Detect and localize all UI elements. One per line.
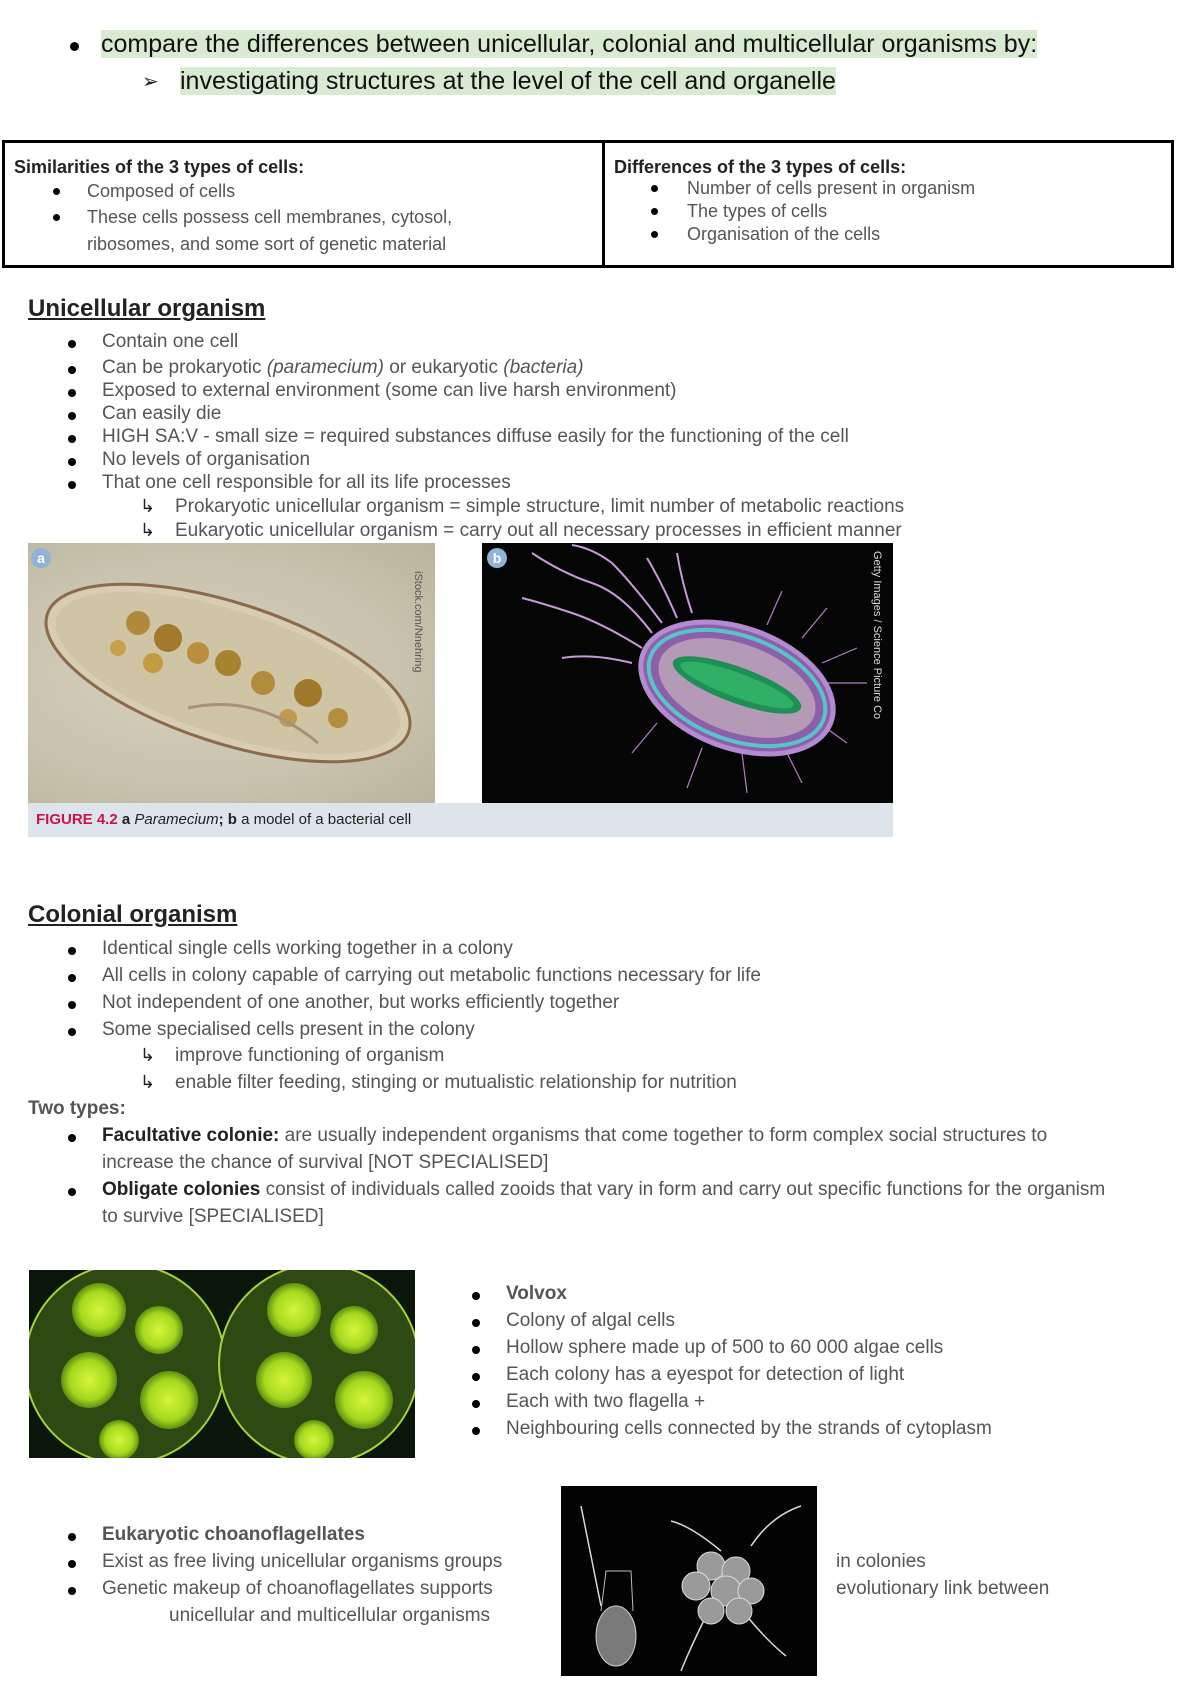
unicellular-item: No levels of organisation [102,449,311,470]
choano-item-right: evolutionary link between [836,1578,1050,1599]
volvox-item: Each with two flagella + [506,1391,706,1412]
bullet-icon [68,1587,76,1595]
bullet-icon [472,1427,480,1435]
similarity-item: These cells possess cell membranes, cytosol, [87,207,453,227]
similarities-heading: Similarities of the 3 types of cells: [14,157,305,177]
bullet-icon [68,1028,76,1036]
bullet-icon [472,1346,480,1354]
facultative-item-cont: increase the chance of survival [NOT SPECIALISED] [102,1152,549,1173]
choano-item: Genetic makeup of choanoflagellates supports [102,1578,493,1599]
objective-sub: investigating structures at the level of the cell and organelle [180,67,836,95]
bullet-icon [68,974,76,982]
bullet-icon [472,1292,480,1300]
paramecium-illustration [28,543,435,803]
figure-label-a: a [31,548,51,568]
bullet-icon [68,1001,76,1009]
obligate-item: Obligate colonies consist of individuals called zooids that vary in form and carry out specific functions for the organism [102,1179,1106,1200]
bullet-icon [472,1319,480,1327]
unicellular-item: Can be prokaryotic (paramecium) or eukaryotic (bacteria) [102,357,584,378]
bullet-icon [53,188,60,195]
obligate-item-cont: to survive [SPECIALISED] [102,1206,324,1227]
bullet-icon [651,231,658,238]
colonial-item: Some specialised cells present in the colony [102,1019,475,1040]
figure-label-b: b [487,548,507,568]
bullet-icon [70,42,79,51]
unicellular-subitem: Prokaryotic unicellular organism = simple structure, limit number of metabolic reactions [175,496,905,517]
bullet-icon [651,185,658,192]
difference-item: The types of cells [687,201,828,221]
comparison-table [2,140,1174,268]
bacteria-illustration [482,543,893,803]
choano-item: Exist as free living unicellular organisms groups [102,1551,503,1572]
difference-item: Organisation of the cells [687,224,881,244]
unicellular-item: Exposed to external environment (some can live harsh environment) [102,380,677,401]
figure-caption: FIGURE 4.2 a Paramecium; b a model of a bacterial cell [28,803,893,837]
unicellular-item: Can easily die [102,403,222,424]
bullet-icon [68,366,76,374]
bullet-icon [651,208,658,215]
unicellular-item: That one cell responsible for all its life processes [102,472,511,493]
bullet-icon [68,481,76,489]
volvox-item: Each colony has a eyespot for detection of light [506,1364,905,1385]
volvox-item: Neighbouring cells connected by the strands of cytoplasm [506,1418,992,1439]
bullet-icon [68,1533,76,1541]
choano-item-right: in colonies [836,1551,926,1572]
paramecium-image [28,543,435,803]
colonial-subitem: improve functioning of organism [175,1045,445,1066]
unicellular-title: Unicellular organism [28,295,266,322]
bullet-icon [68,412,76,420]
bullet-icon [68,1560,76,1568]
subitem-arrow-icon: ↳ [140,520,156,540]
unicellular-item: Contain one cell [102,331,239,352]
volvox-illustration [29,1270,415,1458]
colonial-item: Identical single cells working together in a colony [102,938,513,959]
similarity-item: Composed of cells [87,181,236,201]
figure-number: FIGURE 4.2 [36,811,118,828]
bullet-icon [68,947,76,955]
difference-item: Number of cells present in organism [687,178,976,198]
bullet-icon [68,458,76,466]
image-credit-a: iStock.com/Nnehring [412,571,424,673]
bullet-icon [68,1134,76,1142]
similarity-item-cont: ribosomes, and some sort of genetic material [87,234,447,254]
arrow-bullet-icon: ➢ [142,71,159,93]
volvox-item: Hollow sphere made up of 500 to 60 000 algae cells [506,1337,944,1358]
subitem-arrow-icon: ↳ [140,1072,156,1092]
choano-item-cont: unicellular and multicellular organisms [169,1605,491,1626]
volvox-image [29,1270,415,1458]
two-types-label: Two types: [28,1098,126,1119]
bacterial-cell-image [482,543,893,803]
bullet-icon [68,340,76,348]
unicellular-item: HIGH SA:V - small size = required substances diffuse easily for the functioning of the cell [102,426,849,447]
colonial-subitem: enable filter feeding, stinging or mutualistic relationship for nutrition [175,1072,737,1093]
volvox-item: Colony of algal cells [506,1310,675,1331]
objective-main: compare the differences between unicellular, colonial and multicellular organisms by: [101,30,1038,58]
bullet-icon [68,435,76,443]
bullet-icon [68,389,76,397]
table-divider [602,143,605,265]
colonial-item: Not independent of one another, but works efficiently together [102,992,620,1013]
subitem-arrow-icon: ↳ [140,1045,156,1065]
facultative-item: Facultative colonie: are usually independent organisms that come together to form complex social structures to [102,1125,1048,1146]
bullet-icon [68,1188,76,1196]
colonial-item: All cells in colony capable of carrying out metabolic functions necessary for life [102,965,761,986]
differences-heading: Differences of the 3 types of cells: [614,157,907,177]
bullet-icon [472,1373,480,1381]
image-credit-b: Getty Images / Science Picture Co [871,551,883,720]
bullet-icon [472,1400,480,1408]
volvox-title: Volvox [506,1283,567,1304]
colonial-title: Colonial organism [28,901,238,928]
subitem-arrow-icon: ↳ [140,496,156,516]
bullet-icon [53,214,60,221]
choanoflagellate-image [561,1486,817,1676]
choano-title: Eukaryotic choanoflagellates [102,1524,365,1545]
choanoflagellate-illustration [561,1486,817,1676]
unicellular-subitem: Eukaryotic unicellular organism = carry out all necessary processes in efficient manner [175,520,902,541]
